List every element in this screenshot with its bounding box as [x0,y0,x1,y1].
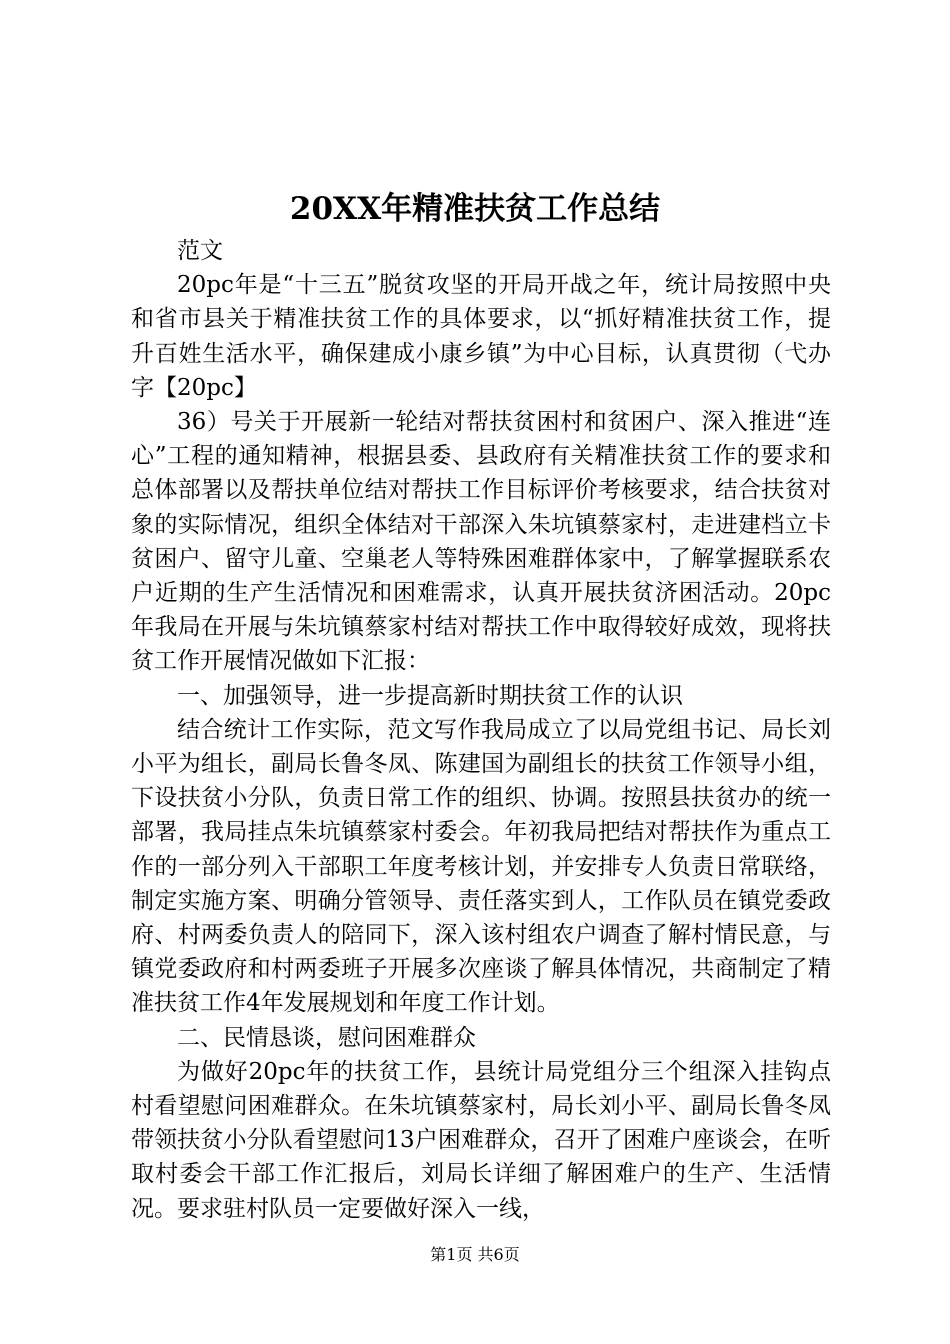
paragraph-intro: 20pc年是“十三五”脱贫攻坚的开局开战之年，统计局按照中央和省市县关于精准扶贫工作的具体要求，以“抓好精准扶贫工作，提升百姓生活水平，确保建成小康乡镇”为中心目标，认真贯彻（弋办字【20pc】 [131,272,831,401]
document-body [131,234,831,1226]
paragraph-leadership: 结合统计工作实际，范文写作我局成立了以局党组书记、局长刘小平为组长，副局长鲁冬凤、陈建国为副组长的扶贫工作领导小组，下设扶贫小分队，负责日常工作的组织、协调。按照县扶贫办的统一部署，我局挂点朱坑镇蔡家村委会。年初我局把结对帮扶作为重点工作的一部分列入干部职工年度考核计划，并安排专人负责日常联络，制定实施方案、明确分管领导、责任落实到人，工作队员在镇党委政府、村两委负责人的陪同下，深入该村组农户调查了解村情民意，与镇党委政府和村两委班子开展多次座谈了解具体情况，共商制定了精准扶贫工作4年发展规划和年度工作计划。 [131,716,831,1017]
page-footer: 第1页 共6页 [430,1245,520,1264]
paragraph-notice: 36）号关于开展新一轮结对帮扶贫困村和贫困户、深入推进“连心”工程的通知精神，根据县委、县政府有关精准扶贫工作的要求和总体部署以及帮扶单位结对帮扶工作目标评价考核要求，结合扶贫对象的实际情况，组织全体结对干部深入朱坑镇蔡家村，走进建档立卡贫困户、留守儿童、空巢老人等特殊困难群体家中，了解掌握联系农户近期的生产生活情况和困难需求，认真开展扶贫济困活动。20pc年我局在开展与朱坑镇蔡家村结对帮扶工作中取得较好成效，现将扶贫工作开展情况做如下汇报： [131,409,831,675]
paragraph-visits: 为做好20pc年的扶贫工作，县统计局党组分三个组深入挂钩点村看望慰问困难群众。在朱坑镇蔡家村，局长刘小平、副局长鲁冬凤带领扶贫小分队看望慰问13户困难群众，召开了困难户座谈会，在听取村委会干部工作汇报后，刘局长详细了解困难户的生产、生活情况。要求驻村队员一定要做好深入一线， [131,1058,831,1222]
paragraph-label: 范文 [177,238,223,264]
document-title: 20XX年精准扶贫工作总结 [289,191,661,227]
section-heading-1: 一、加强领导，进一步提高新时期扶贫工作的认识 [177,682,683,709]
section-heading-2: 二、民情恳谈，慰问困难群众 [177,1024,476,1051]
